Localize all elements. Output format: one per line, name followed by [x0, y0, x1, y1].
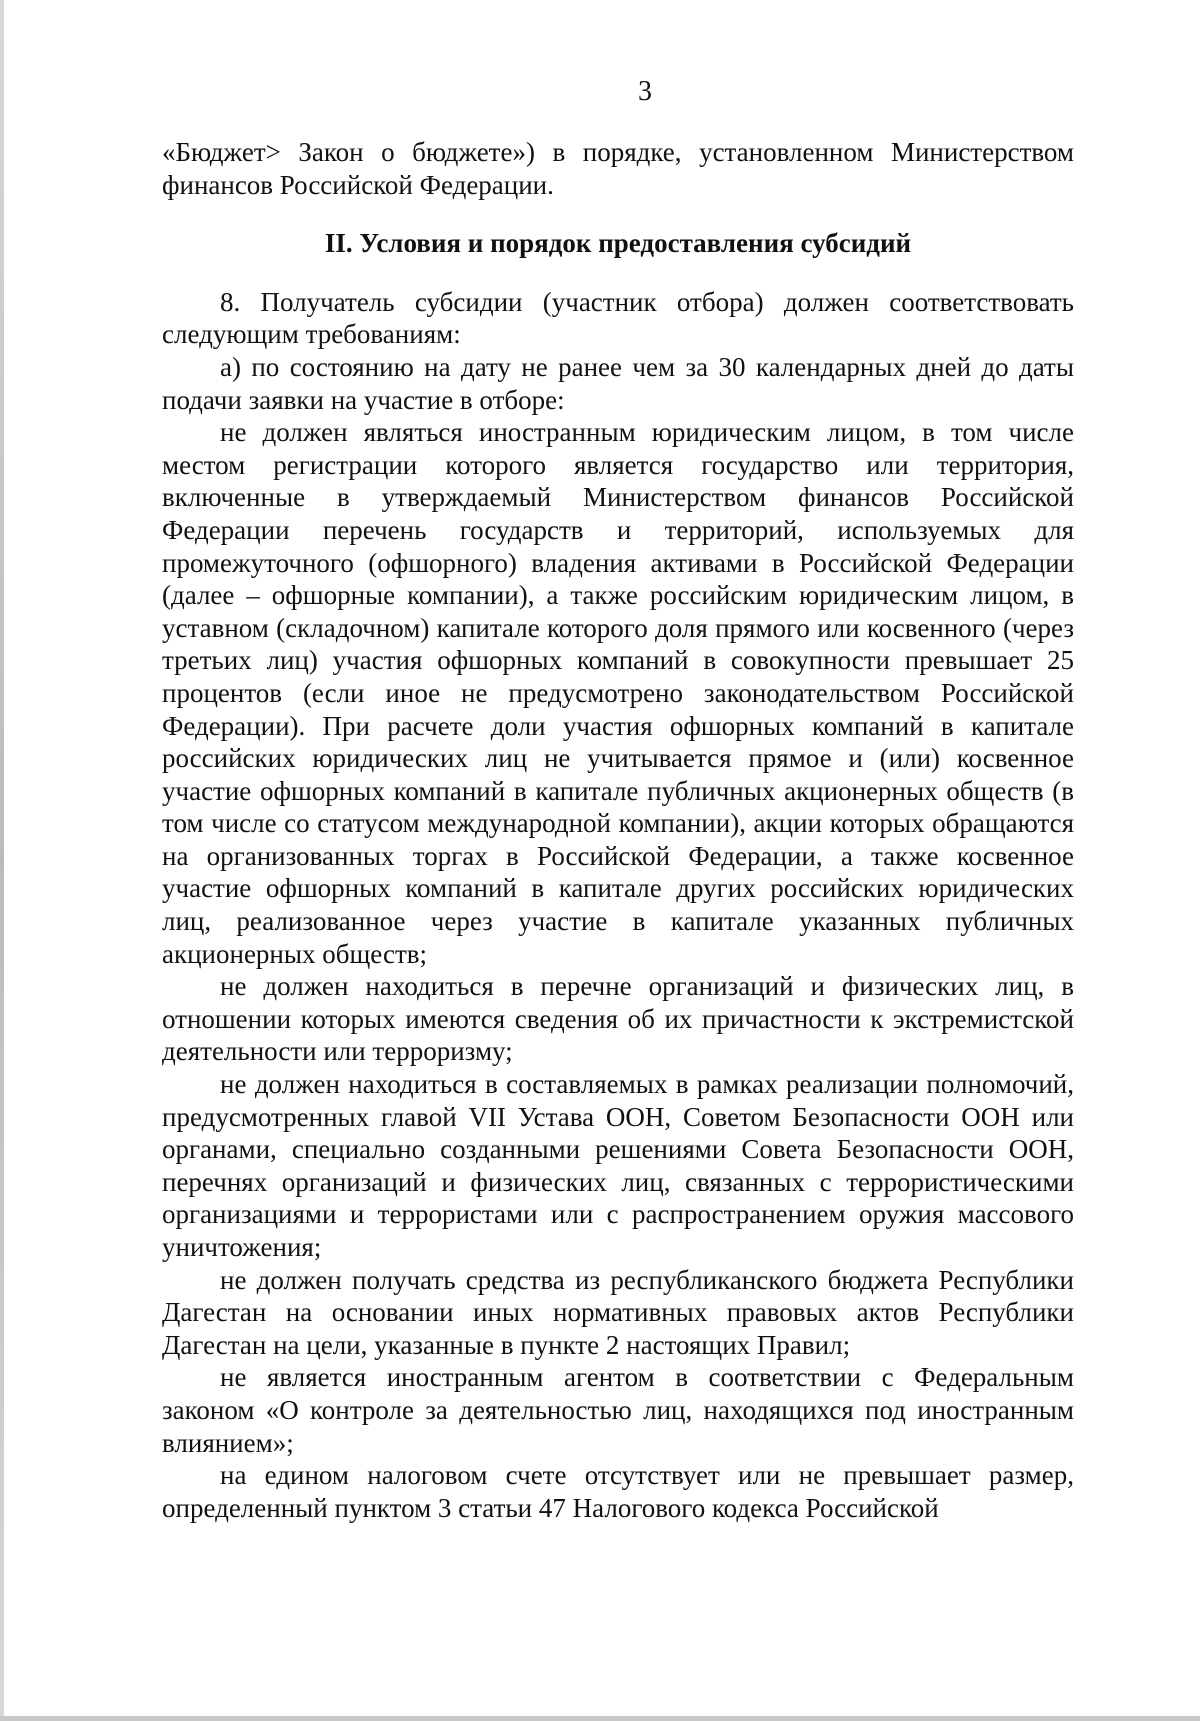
paragraph-tax-account-requirement: на едином налоговом счете отсутствует или не превышает размер, определенный пунктом 3 статьи 47 Налогового кодекса Российской [162, 1460, 1074, 1523]
paragraph-un-list-requirement: не должен находиться в составляемых в рамках реализации полномочий, предусмотренных главой VII Устава ООН, Советом Безопасности ООН или органами, специально созданными решениями Совета Безопасности ООН, перечнях организаций и физических лиц, связанных с террористическими организациями и террористами или с распространением оружия массового уничтожения; [162, 1069, 1074, 1262]
paragraph-item-8: 8. Получатель субсидии (участник отбора) должен соответствовать следующим требованиям: [162, 286, 1074, 350]
paragraph-foreign-agent-requirement: не является иностранным агентом в соответствии с Федеральным законом «О контроле за деятельностью лиц, находящихся под иностранным влиянием»; [162, 1362, 1074, 1458]
paragraph-budget-funds-requirement: не должен получать средства из республиканского бюджета Республики Дагестан на основании иных нормативных правовых актов Республики Дагестан на цели, указанные в пункте 2 настоящих Правил; [162, 1264, 1074, 1360]
scan-bottom-edge [0, 1716, 1200, 1721]
page-number: 3 [638, 76, 652, 107]
paragraph-extremism-requirement: не должен находиться в перечне организаций и физических лиц, в отношении которых имеются сведения об их причастности к экстремистской деятельности или терроризму; [162, 971, 1074, 1067]
paragraph-offshore-requirement: не должен являться иностранным юридическим лицом, в том числе местом регистрации которого является государство или территория, включенные в утверждаемый Министерством финансов Российской Федерации перечень государств и территорий, используемых для промежуточного (офшорного) владения активами в Российской Федерации (далее – офшорные компании), а также российским юридическим лицом, в уставном (складочном) капитале которого доля прямого или косвенного (через третьих лиц) участия офшорных компаний в совокупности превышает 25 процентов (если иное не предусмотрено законодательством Российской Федерации). При расчете доли участия офшорных компаний в капитале российских юридических лиц не учитывается прямое и (или) косвенное участие офшорных компаний в капитале публичных акционерных обществ (в том числе со статусом международной компании), акции которых обращаются на организованных торгах в Российской Федерации, а также косвенное участие офшорных компаний в капитале других российских юридических лиц, реализованное через участие в капитале указанных публичных акционерных обществ; [162, 417, 1074, 969]
paragraph-subitem-a: а) по состоянию на дату не ранее чем за 30 календарных дней до даты подачи заявки на участие в отборе: [162, 351, 1074, 415]
paragraph-continuation: «Бюджет> Закон о бюджете») в порядке, установленном Министерством финансов Российской Федерации. [162, 137, 1074, 200]
section-heading: II. Условия и порядок предоставления субсидий [324, 228, 912, 259]
scan-left-edge [0, 0, 4, 1721]
document-body [162, 136, 1074, 1524]
